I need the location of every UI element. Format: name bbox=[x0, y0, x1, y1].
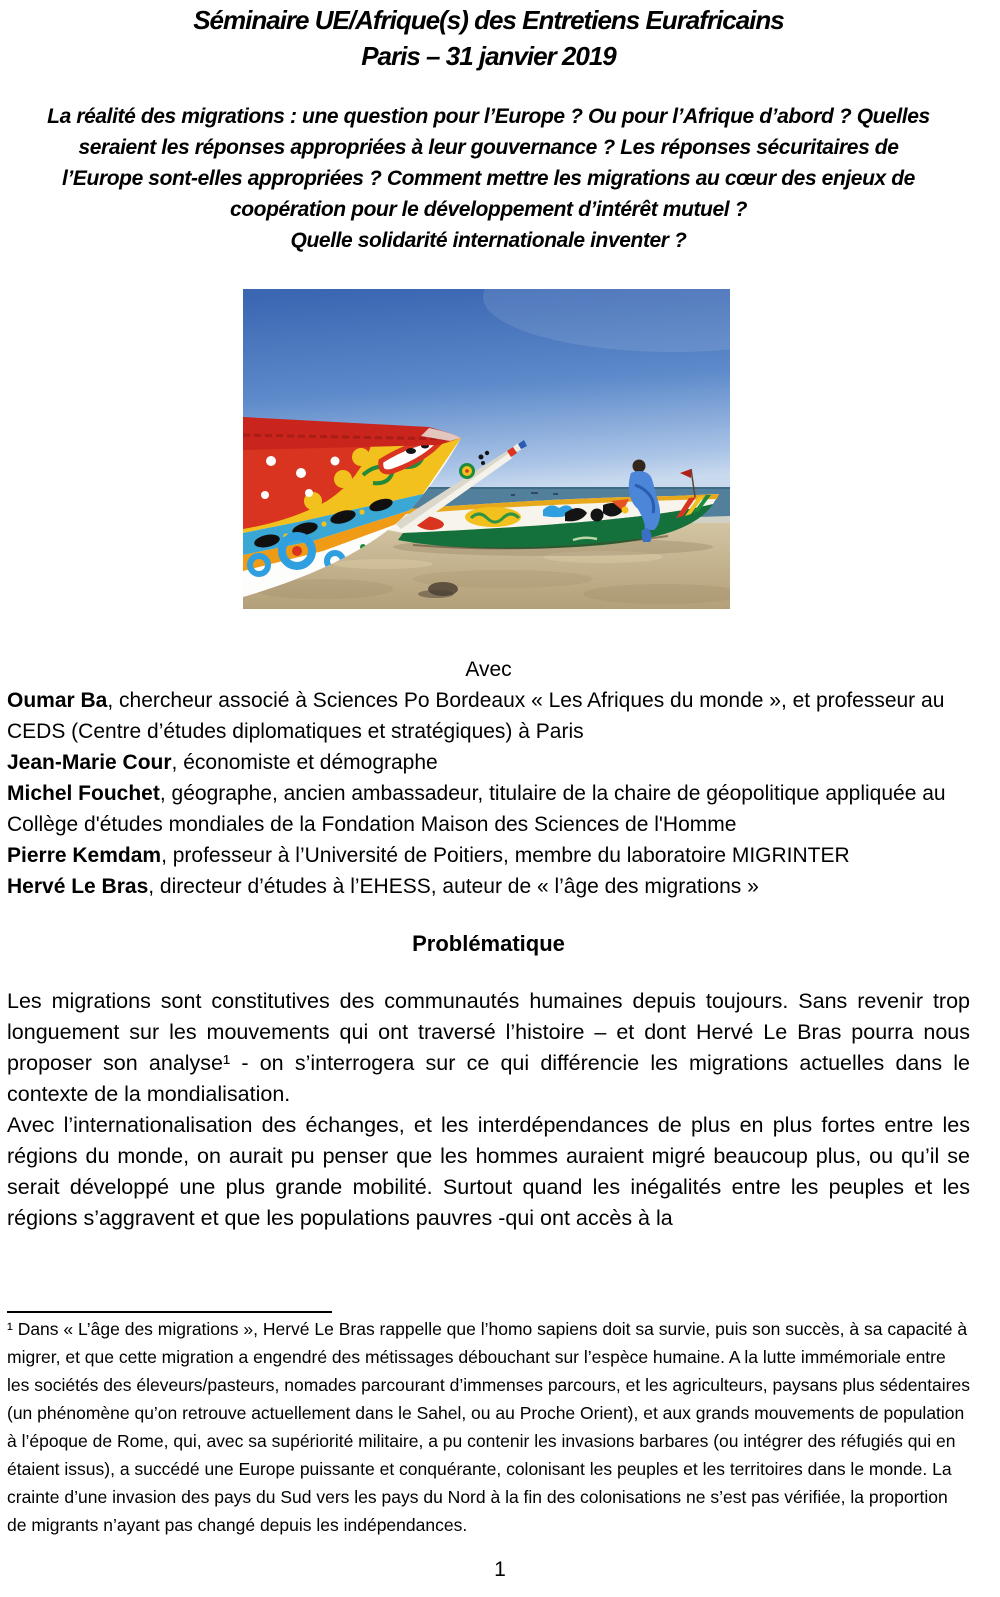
speaker-name: Oumar Ba bbox=[7, 689, 108, 712]
body-paragraph-1: Les migrations sont constitutives des communautés humaines depuis toujours. Sans revenir trop longuement sur les mouvements qui ont traversé l’histoire – et dont Hervé Le Bras pourra nous proposer son analyse¹ - on s’interrogera sur ce qui différencie les migrations actuelles dans le contexte de la mondialisation. bbox=[7, 989, 970, 1106]
speaker-entry bbox=[7, 840, 970, 871]
problematique-heading: Problématique bbox=[412, 931, 565, 956]
question-line: Quelle solidarité internationale inventer ? bbox=[290, 229, 687, 252]
footnote-separator bbox=[7, 1311, 332, 1313]
speaker-name: Hervé Le Bras bbox=[7, 875, 149, 898]
body-paragraph-2: Avec l’internationalisation des échanges, et les interdépendances de plus en plus fortes entre les régions du monde, on aurait pu penser que les hommes auraient migré beaucoup plus, ou qu’il se serait développé une plus grande mobilité. Surtout quand les inégalités entre les peuples et les régions s’aggravent et que les populations pauvres -qui ont accès à la bbox=[7, 1113, 970, 1230]
question-line: coopération pour le développement d’intérêt mutuel ? bbox=[229, 198, 748, 221]
question-line: La réalité des migrations : une question pour l’Europe ? Ou pour l’Afrique d’abord ? Quelles bbox=[47, 105, 930, 128]
speaker-description: , professeur à l’Université de Poitiers, membre du laboratoire MIGRINTER bbox=[161, 844, 850, 867]
avec-label: Avec bbox=[465, 658, 512, 681]
speaker-name: Pierre Kemdam bbox=[7, 844, 162, 867]
speaker-entry bbox=[7, 871, 970, 902]
speaker-description: , géographe, ancien ambassadeur, titulaire de la chaire de géopolitique appliquée au Collège d'études mondiales de la Fondation Maison des Sciences de l'Homme bbox=[7, 782, 946, 836]
page-number: 1 bbox=[494, 1558, 506, 1581]
page-title-line1: Séminaire UE/Afrique(s) des Entretiens Eurafricains bbox=[193, 5, 784, 35]
speaker-name: Jean-Marie Cour bbox=[7, 751, 172, 774]
question-line: seraient les réponses appropriées à leur gouvernance ? Les réponses sécuritaires de bbox=[78, 136, 899, 159]
page-title bbox=[7, 2, 970, 74]
speaker-entry bbox=[7, 685, 970, 747]
seminar-question bbox=[7, 101, 970, 256]
body-text bbox=[7, 986, 970, 1234]
speaker-description: , économiste et démographe bbox=[171, 751, 438, 774]
page-title-line2: Paris – 31 janvier 2019 bbox=[361, 41, 616, 71]
speaker-description: , directeur d’études à l’EHESS, auteur de « l’âge des migrations » bbox=[148, 875, 759, 898]
beach-boats-photo bbox=[243, 289, 730, 609]
speaker-entry bbox=[7, 778, 970, 840]
speaker-description: , chercheur associé à Sciences Po Bordeaux « Les Afriques du monde », et professeur au CEDS (Centre d’études diplomatiques et stratégiques) à Paris bbox=[7, 689, 945, 743]
question-line: l’Europe sont-elles appropriées ? Comment mettre les migrations au cœur des enjeux de bbox=[62, 167, 915, 190]
speaker-entry bbox=[7, 747, 970, 778]
footnote-text: ¹ Dans « L’âge des migrations », Hervé Le Bras rappelle que l’homo sapiens doit sa survie, puis son succès, à sa capacité à migrer, et que cette migration a engendré des métissages débouchant sur l’espèce humaine. A la lutte immémoriale entre les sociétés des éleveurs/pasteurs, nomades parcourant d’immenses parcours, et les agriculteurs, paysans plus sédentaires (un phénomène qu’on retrouve actuellement dans le Sahel, ou au Proche Orient), et aux grands mouvements de population à l’époque de Rome, qui, avec sa supériorité militaire, a pu contenir les invasions barbares (ou intégrer des réfugiés qui en étaient issus), a succédé une Europe puissante et conquérante, colonisant les peuples et les territoires dans le monde. La crainte d’une invasion des pays du Sud vers les pays du Nord à la fin des colonisations ne s’est pas vérifiée, la proportion de migrants n’ayant pas changé depuis les indépendances. bbox=[7, 1319, 970, 1535]
speaker-name: Michel Fouchet bbox=[7, 782, 160, 805]
speakers-list bbox=[7, 685, 970, 902]
